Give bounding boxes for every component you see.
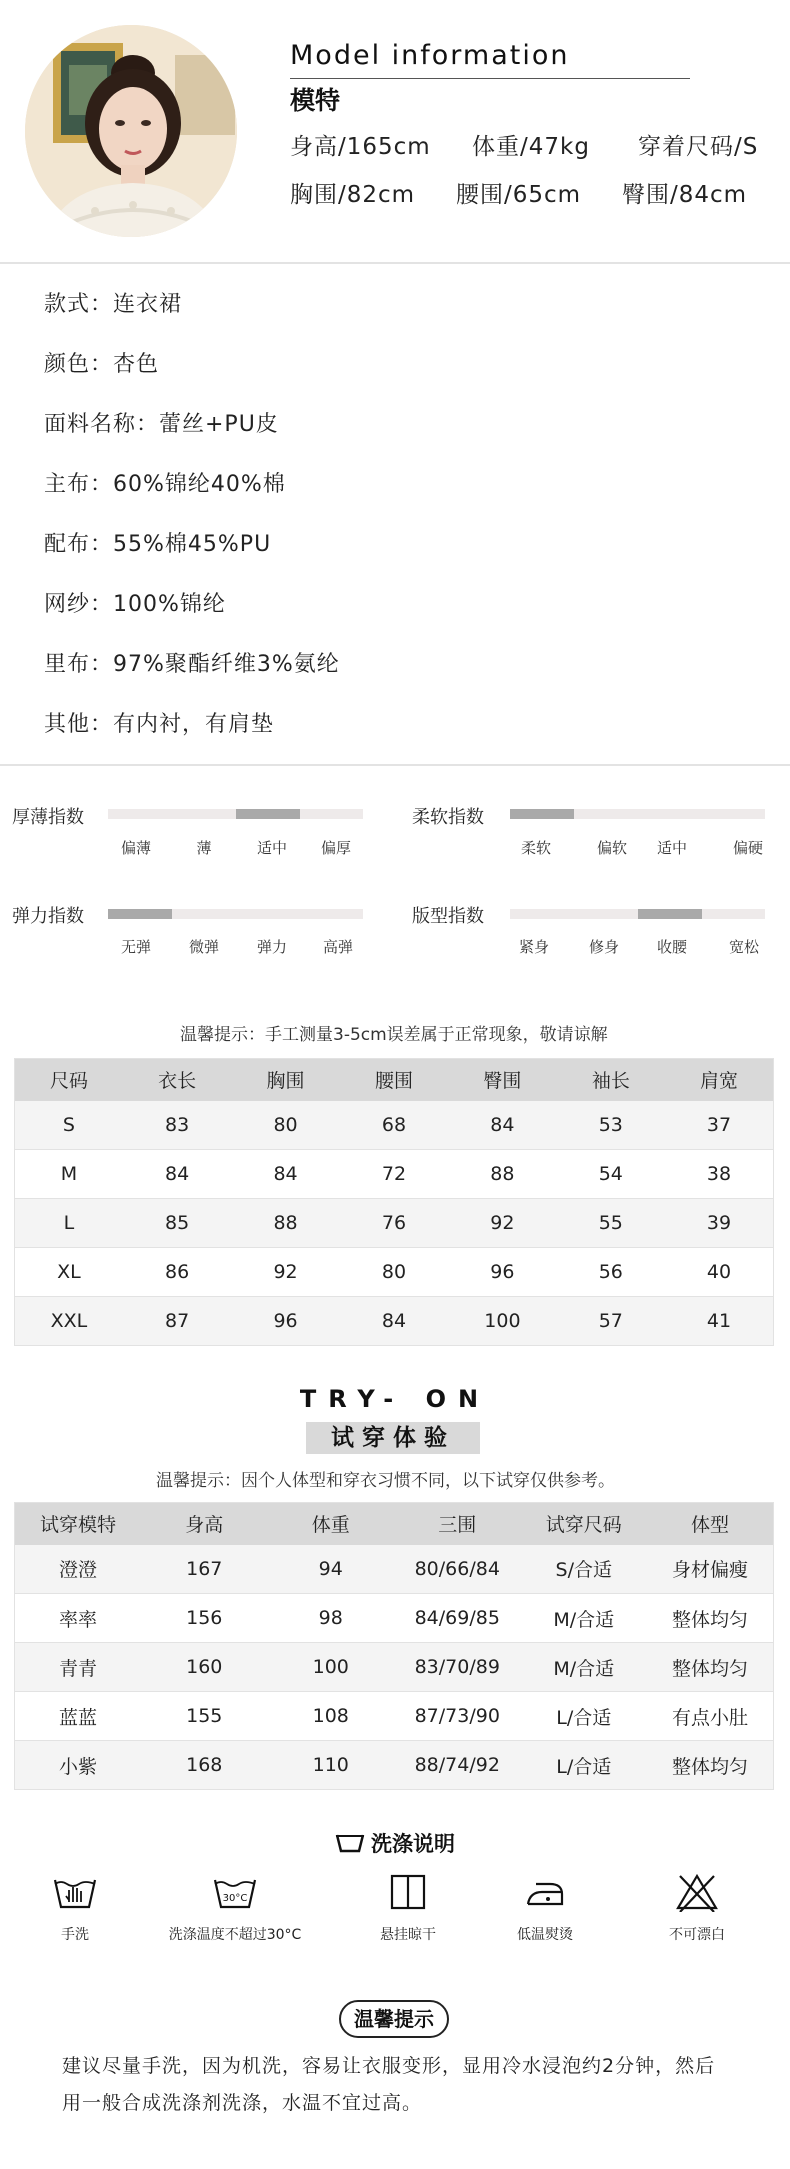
spec-color: 颜色：杏色 bbox=[44, 352, 160, 377]
spec-style: 款式：连衣裙 bbox=[44, 292, 183, 317]
table-cell: 有点小肚 bbox=[647, 1692, 774, 1741]
model-hip: 臀围/84cm bbox=[622, 182, 748, 208]
hang-dry-icon bbox=[388, 1872, 428, 1912]
model-height: 身高/165cm bbox=[290, 134, 431, 160]
table-cell: 167 bbox=[141, 1545, 268, 1594]
table-cell: 80/66/84 bbox=[394, 1545, 521, 1594]
table-cell: 87/73/90 bbox=[394, 1692, 521, 1741]
thickness-index-label: 厚薄指数 bbox=[12, 807, 84, 828]
table-cell: 72 bbox=[340, 1150, 448, 1199]
table-row bbox=[15, 1692, 774, 1741]
table-row bbox=[15, 1150, 774, 1199]
wash-item-low-iron bbox=[470, 1872, 620, 1944]
header-cell: 试穿尺码 bbox=[521, 1503, 648, 1545]
wash-30-icon bbox=[212, 1872, 258, 1912]
table-cell: 94 bbox=[268, 1545, 395, 1594]
table-cell: 76 bbox=[340, 1199, 448, 1248]
table-cell: 100 bbox=[448, 1297, 556, 1346]
hand-wash-icon bbox=[52, 1872, 98, 1912]
fit-index-label: 版型指数 bbox=[412, 906, 484, 927]
softness-tick: 偏软 bbox=[596, 839, 628, 857]
table-cell: 96 bbox=[448, 1248, 556, 1297]
table-cell: 88 bbox=[448, 1150, 556, 1199]
thickness-tick: 偏厚 bbox=[320, 839, 352, 857]
table-cell: 96 bbox=[231, 1297, 339, 1346]
wash-section-title bbox=[0, 1828, 790, 1859]
table-cell: 108 bbox=[268, 1692, 395, 1741]
table-row bbox=[15, 1199, 774, 1248]
table-cell: L bbox=[15, 1199, 123, 1248]
table-row bbox=[15, 1101, 774, 1150]
table-cell: 110 bbox=[268, 1741, 395, 1790]
model-info-title: Model information bbox=[290, 40, 570, 71]
thickness-tick: 偏薄 bbox=[120, 839, 152, 857]
fit-index-fill bbox=[638, 909, 702, 919]
header-cell: 腰围 bbox=[340, 1059, 448, 1101]
spec-other: 其他：有内衬，有肩垫 bbox=[44, 712, 275, 737]
table-cell: 小紫 bbox=[15, 1741, 142, 1790]
elasticity-tick: 弹力 bbox=[256, 938, 288, 956]
table-cell: 80 bbox=[231, 1101, 339, 1150]
size-table-header bbox=[15, 1059, 774, 1101]
table-cell: 39 bbox=[665, 1199, 773, 1248]
table-row bbox=[15, 1643, 774, 1692]
low-iron-icon bbox=[522, 1872, 568, 1912]
header-cell: 试穿模特 bbox=[15, 1503, 142, 1545]
table-cell: 88/74/92 bbox=[394, 1741, 521, 1790]
table-cell: 160 bbox=[141, 1643, 268, 1692]
table-cell: 整体均匀 bbox=[647, 1643, 774, 1692]
table-row bbox=[15, 1545, 774, 1594]
header-cell: 衣长 bbox=[123, 1059, 231, 1101]
softness-index-label: 柔软指数 bbox=[412, 807, 484, 828]
size-table-note: 温馨提示：手工测量3-5cm误差属于正常现象，敬请谅解 bbox=[180, 1025, 608, 1045]
table-cell: 88 bbox=[231, 1199, 339, 1248]
table-cell: 84 bbox=[448, 1101, 556, 1150]
header-cell: 臀围 bbox=[448, 1059, 556, 1101]
section-divider bbox=[0, 764, 790, 766]
wash-item-hang-dry bbox=[333, 1872, 483, 1944]
thickness-tick: 薄 bbox=[196, 839, 212, 857]
table-cell: 57 bbox=[557, 1297, 665, 1346]
table-cell: 54 bbox=[557, 1150, 665, 1199]
wash-item-no-bleach bbox=[622, 1872, 772, 1944]
table-cell: M/合适 bbox=[521, 1594, 648, 1643]
table-cell: M/合适 bbox=[521, 1643, 648, 1692]
table-cell: 整体均匀 bbox=[647, 1594, 774, 1643]
wash-basin-icon bbox=[335, 1832, 365, 1859]
table-cell: 155 bbox=[141, 1692, 268, 1741]
tip-line: 建议尽量手洗，因为机洗，容易让衣服变形，显用冷水浸泡约2分钟，然后 bbox=[62, 2055, 716, 2077]
fit-tick: 宽松 bbox=[728, 938, 760, 956]
wash-temp-text: 30°C bbox=[222, 1893, 248, 1904]
elasticity-tick: 高弹 bbox=[322, 938, 354, 956]
table-cell: 率率 bbox=[15, 1594, 142, 1643]
table-cell: 蓝蓝 bbox=[15, 1692, 142, 1741]
table-cell: 86 bbox=[123, 1248, 231, 1297]
table-cell: S/合适 bbox=[521, 1545, 648, 1594]
table-row bbox=[15, 1741, 774, 1790]
table-cell: 83 bbox=[123, 1101, 231, 1150]
tryon-table-header bbox=[15, 1503, 774, 1545]
wash-item-30c bbox=[160, 1872, 310, 1944]
model-size: 穿着尺码/S bbox=[638, 134, 759, 160]
tip-badge: 温馨提示 bbox=[339, 2000, 449, 2038]
table-cell: 92 bbox=[448, 1199, 556, 1248]
spec-secondary-fabric: 配布：55%棉45%PU bbox=[44, 532, 272, 557]
spec-fabric: 面料名称：蕾丝+PU皮 bbox=[44, 412, 279, 437]
softness-index-bar bbox=[510, 809, 765, 819]
table-cell: 40 bbox=[665, 1248, 773, 1297]
table-cell: 56 bbox=[557, 1248, 665, 1297]
thickness-index-bar bbox=[108, 809, 363, 819]
model-waist: 腰围/65cm bbox=[456, 182, 582, 208]
model-info-subtitle: 模特 bbox=[290, 86, 341, 115]
table-cell: 87 bbox=[123, 1297, 231, 1346]
softness-tick: 偏硬 bbox=[732, 839, 764, 857]
table-cell: 53 bbox=[557, 1101, 665, 1150]
elasticity-index-label: 弹力指数 bbox=[12, 906, 84, 927]
table-cell: 83/70/89 bbox=[394, 1643, 521, 1692]
table-cell: L/合适 bbox=[521, 1741, 648, 1790]
spec-mesh: 网纱：100%锦纶 bbox=[44, 592, 226, 617]
table-cell: 84 bbox=[340, 1297, 448, 1346]
table-cell: XL bbox=[15, 1248, 123, 1297]
wash-title-text: 洗涤说明 bbox=[371, 1832, 455, 1856]
section-divider bbox=[0, 262, 790, 264]
table-cell: 澄澄 bbox=[15, 1545, 142, 1594]
elasticity-index-fill bbox=[108, 909, 172, 919]
softness-index-fill bbox=[510, 809, 574, 819]
fit-index-bar bbox=[510, 909, 765, 919]
model-bust: 胸围/82cm bbox=[290, 182, 416, 208]
table-cell: 整体均匀 bbox=[647, 1741, 774, 1790]
wash-label: 悬挂晾干 bbox=[380, 1927, 436, 1943]
tryon-note: 温馨提示：因个人体型和穿衣习惯不同，以下试穿仅供参考。 bbox=[156, 1471, 615, 1491]
wash-item-hand-wash bbox=[0, 1872, 150, 1944]
size-table bbox=[14, 1058, 774, 1346]
table-cell: 41 bbox=[665, 1297, 773, 1346]
table-cell: 92 bbox=[231, 1248, 339, 1297]
table-row bbox=[15, 1297, 774, 1346]
table-cell: 38 bbox=[665, 1150, 773, 1199]
table-cell: 85 bbox=[123, 1199, 231, 1248]
tip-line: 用一般合成洗涤剂洗涤，水温不宜过高。 bbox=[62, 2092, 423, 2114]
no-bleach-icon bbox=[674, 1872, 720, 1912]
header-cell: 体型 bbox=[647, 1503, 774, 1545]
tryon-title-en: TRY- ON bbox=[299, 1385, 491, 1413]
spec-lining: 里布：97%聚酯纤维3%氨纶 bbox=[44, 652, 340, 677]
table-cell: 55 bbox=[557, 1199, 665, 1248]
header-cell: 肩宽 bbox=[665, 1059, 773, 1101]
model-weight: 体重/47kg bbox=[472, 134, 590, 160]
table-cell: M bbox=[15, 1150, 123, 1199]
table-cell: 84 bbox=[231, 1150, 339, 1199]
header-cell: 尺码 bbox=[15, 1059, 123, 1101]
wash-label: 手洗 bbox=[61, 1927, 89, 1943]
title-underline bbox=[290, 78, 690, 79]
table-cell: 84 bbox=[123, 1150, 231, 1199]
table-cell: 84/69/85 bbox=[394, 1594, 521, 1643]
table-cell: S bbox=[15, 1101, 123, 1150]
fit-tick: 修身 bbox=[588, 938, 620, 956]
thickness-index-fill bbox=[236, 809, 300, 819]
header-cell: 体重 bbox=[268, 1503, 395, 1545]
tryon-table bbox=[14, 1502, 774, 1790]
header-cell: 袖长 bbox=[557, 1059, 665, 1101]
header-cell: 胸围 bbox=[231, 1059, 339, 1101]
fit-tick: 收腰 bbox=[656, 938, 688, 956]
fit-tick: 紧身 bbox=[518, 938, 550, 956]
elasticity-tick: 无弹 bbox=[120, 938, 152, 956]
elasticity-tick: 微弹 bbox=[188, 938, 220, 956]
table-cell: 青青 bbox=[15, 1643, 142, 1692]
table-cell: 156 bbox=[141, 1594, 268, 1643]
table-cell: 37 bbox=[665, 1101, 773, 1150]
wash-label: 洗涤温度不超过30°C bbox=[168, 1927, 302, 1943]
softness-tick: 适中 bbox=[656, 839, 688, 857]
table-cell: 80 bbox=[340, 1248, 448, 1297]
table-cell: 身材偏瘦 bbox=[647, 1545, 774, 1594]
table-cell: L/合适 bbox=[521, 1692, 648, 1741]
spec-main-fabric: 主布：60%锦纶40%棉 bbox=[44, 472, 286, 497]
wash-label: 不可漂白 bbox=[669, 1927, 725, 1943]
header-cell: 身高 bbox=[141, 1503, 268, 1545]
table-cell: 168 bbox=[141, 1741, 268, 1790]
header-cell: 三围 bbox=[394, 1503, 521, 1545]
model-avatar bbox=[25, 25, 237, 237]
table-row bbox=[15, 1594, 774, 1643]
thickness-tick: 适中 bbox=[256, 839, 288, 857]
table-cell: 68 bbox=[340, 1101, 448, 1150]
model-portrait-image bbox=[25, 25, 237, 237]
table-cell: 100 bbox=[268, 1643, 395, 1692]
wash-label: 低温熨烫 bbox=[517, 1927, 573, 1943]
elasticity-index-bar bbox=[108, 909, 363, 919]
table-row bbox=[15, 1248, 774, 1297]
tryon-title-cn: 试穿体验 bbox=[306, 1422, 480, 1454]
table-cell: 98 bbox=[268, 1594, 395, 1643]
model-info-section bbox=[0, 0, 790, 262]
softness-tick: 柔软 bbox=[520, 839, 552, 857]
table-cell: XXL bbox=[15, 1297, 123, 1346]
